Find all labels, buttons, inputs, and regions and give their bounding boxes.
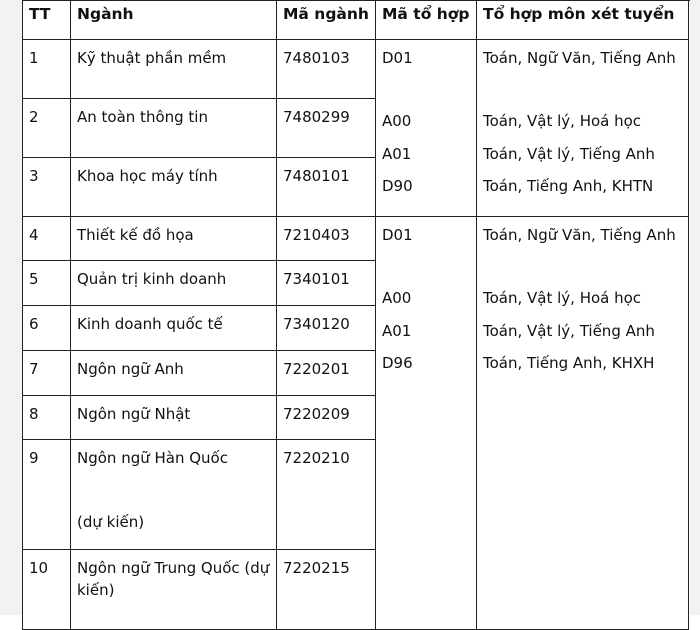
table-row-4-tt: 4 xyxy=(22,217,71,261)
table-row-9-nganh xyxy=(71,440,277,550)
right-gutter xyxy=(690,0,700,615)
table-row-8-ma: 7220209 xyxy=(277,396,376,440)
group-2-codes xyxy=(376,217,477,630)
group-1-subjects xyxy=(477,40,689,217)
admission-table xyxy=(22,0,690,615)
group-1-subject-3: Toán, Vật lý, Tiếng Anh xyxy=(483,144,655,163)
table-row-4-ma: 7210403 xyxy=(277,217,376,261)
group-1-code-2: A00 xyxy=(382,112,412,130)
table-row-9-ma: 7220210 xyxy=(277,440,376,550)
table-row-1-tt: 1 xyxy=(22,40,71,99)
table-row-5-ma: 7340101 xyxy=(277,261,376,306)
group-2-subject-4: Toán, Tiếng Anh, KHXH xyxy=(483,354,655,372)
group-2-subject-2: Toán, Vật lý, Hoá học xyxy=(483,289,642,307)
table-row-10-ma: 7220215 xyxy=(277,550,376,630)
group-2-code-1: D01 xyxy=(382,226,413,244)
table-row-3-tt: 3 xyxy=(22,158,71,217)
group-2-code-4: D96 xyxy=(382,354,413,372)
table-row-7-tt: 7 xyxy=(22,351,71,396)
group-1-code-3: A01 xyxy=(382,144,412,163)
header-ma-to-hop: Mã tổ hợp xyxy=(376,0,477,40)
table-row-7-ma: 7220201 xyxy=(277,351,376,396)
table-row-10-nganh: Ngôn ngữ Trung Quốc (dự kiến) xyxy=(71,550,277,630)
table-row-10-tt: 10 xyxy=(22,550,71,630)
group-1-code-1: D01 xyxy=(382,49,413,67)
group-2-subject-1: Toán, Ngữ Văn, Tiếng Anh xyxy=(483,226,676,244)
group-2-subjects xyxy=(477,217,689,630)
table-row-9-nganh-name: Ngôn ngữ Hàn Quốc xyxy=(77,449,228,467)
table-row-2-tt: 2 xyxy=(22,99,71,158)
group-1-subject-4: Toán, Tiếng Anh, KHTN xyxy=(483,177,654,195)
header-nganh: Ngành xyxy=(71,0,277,40)
group-1-subject-2: Toán, Vật lý, Hoá học xyxy=(483,112,642,130)
table-row-7-nganh: Ngôn ngữ Anh xyxy=(71,351,277,396)
table-row-5-nganh: Quản trị kinh doanh xyxy=(71,261,277,306)
table-row-9-nganh-note: (dự kiến) xyxy=(77,513,145,531)
left-gutter xyxy=(0,0,22,615)
group-1-code-4: D90 xyxy=(382,177,413,195)
table-row-6-tt: 6 xyxy=(22,306,71,351)
header-tt: TT xyxy=(22,0,71,40)
group-1-codes xyxy=(376,40,477,217)
table-row-3-nganh: Khoa học máy tính xyxy=(71,158,277,217)
table-row-3-ma: 7480101 xyxy=(277,158,376,217)
header-ma-nganh: Mã ngành xyxy=(277,0,376,40)
table-row-8-tt: 8 xyxy=(22,396,71,440)
table-row-2-ma: 7480299 xyxy=(277,99,376,158)
header-to-hop-mon: Tổ hợp môn xét tuyển xyxy=(477,0,689,40)
table-row-4-nganh: Thiết kế đồ họa xyxy=(71,217,277,261)
table-row-6-ma: 7340120 xyxy=(277,306,376,351)
group-1-subject-1: Toán, Ngữ Văn, Tiếng Anh xyxy=(483,49,676,67)
table-row-6-nganh: Kinh doanh quốc tế xyxy=(71,306,277,351)
table-row-2-nganh: An toàn thông tin xyxy=(71,99,277,158)
group-2-code-2: A00 xyxy=(382,289,412,307)
table-row-9-tt: 9 xyxy=(22,440,71,550)
table-row-1-ma: 7480103 xyxy=(277,40,376,99)
table-row-5-tt: 5 xyxy=(22,261,71,306)
group-2-subject-3: Toán, Vật lý, Tiếng Anh xyxy=(483,321,655,340)
table-row-8-nganh: Ngôn ngữ Nhật xyxy=(71,396,277,440)
group-2-code-3: A01 xyxy=(382,321,412,340)
table-row-1-nganh: Kỹ thuật phần mềm xyxy=(71,40,277,99)
